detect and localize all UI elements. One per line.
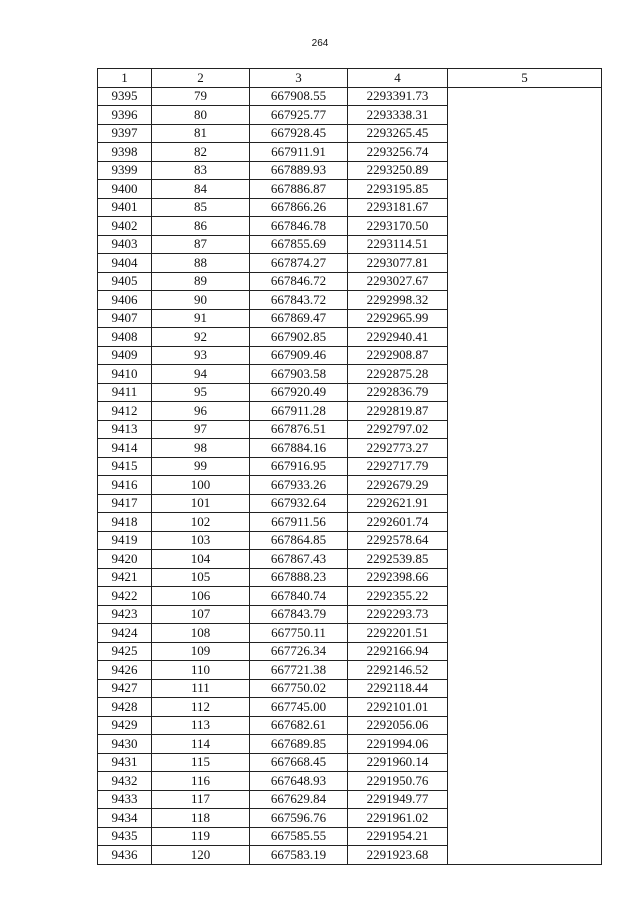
- cell-y-coordinate: 2293265.45: [348, 124, 448, 143]
- cell-record-number: 9408: [98, 328, 152, 347]
- cell-record-number: 9400: [98, 180, 152, 199]
- cell-point-number: 85: [152, 198, 250, 217]
- cell-y-coordinate: 2292601.74: [348, 513, 448, 532]
- cell-point-number: 101: [152, 494, 250, 513]
- cell-y-coordinate: 2293181.67: [348, 198, 448, 217]
- cell-y-coordinate: 2293338.31: [348, 106, 448, 125]
- cell-x-coordinate: 667583.19: [250, 846, 348, 865]
- cell-record-number: 9418: [98, 513, 152, 532]
- cell-x-coordinate: 667726.34: [250, 642, 348, 661]
- cell-record-number: 9413: [98, 420, 152, 439]
- cell-point-number: 82: [152, 143, 250, 162]
- cell-point-number: 110: [152, 661, 250, 680]
- cell-y-coordinate: 2292875.28: [348, 365, 448, 384]
- cell-point-number: 106: [152, 587, 250, 606]
- table-body: [98, 87, 602, 864]
- cell-y-coordinate: 2291950.76: [348, 772, 448, 791]
- cell-point-number: 89: [152, 272, 250, 291]
- column-header-4: 4: [348, 69, 448, 88]
- cell-record-number: 9410: [98, 365, 152, 384]
- cell-y-coordinate: 2293391.73: [348, 87, 448, 106]
- cell-point-number: 86: [152, 217, 250, 236]
- cell-notes: [448, 87, 602, 864]
- cell-y-coordinate: 2292398.66: [348, 568, 448, 587]
- cell-x-coordinate: 667843.72: [250, 291, 348, 310]
- cell-x-coordinate: 667903.58: [250, 365, 348, 384]
- cell-x-coordinate: 667840.74: [250, 587, 348, 606]
- cell-record-number: 9403: [98, 235, 152, 254]
- cell-record-number: 9412: [98, 402, 152, 421]
- cell-y-coordinate: 2293027.67: [348, 272, 448, 291]
- cell-record-number: 9404: [98, 254, 152, 273]
- cell-record-number: 9433: [98, 790, 152, 809]
- cell-y-coordinate: 2292797.02: [348, 420, 448, 439]
- cell-y-coordinate: 2292166.94: [348, 642, 448, 661]
- column-header-3: 3: [250, 69, 348, 88]
- cell-point-number: 111: [152, 679, 250, 698]
- cell-x-coordinate: 667629.84: [250, 790, 348, 809]
- cell-record-number: 9417: [98, 494, 152, 513]
- cell-x-coordinate: 667682.61: [250, 716, 348, 735]
- cell-x-coordinate: 667866.26: [250, 198, 348, 217]
- cell-x-coordinate: 667889.93: [250, 161, 348, 180]
- cell-record-number: 9428: [98, 698, 152, 717]
- cell-point-number: 90: [152, 291, 250, 310]
- cell-point-number: 116: [152, 772, 250, 791]
- cell-point-number: 112: [152, 698, 250, 717]
- cell-record-number: 9396: [98, 106, 152, 125]
- cell-x-coordinate: 667689.85: [250, 735, 348, 754]
- cell-point-number: 84: [152, 180, 250, 199]
- cell-y-coordinate: 2291961.02: [348, 809, 448, 828]
- cell-point-number: 93: [152, 346, 250, 365]
- cell-point-number: 117: [152, 790, 250, 809]
- cell-y-coordinate: 2293256.74: [348, 143, 448, 162]
- column-header-2: 2: [152, 69, 250, 88]
- cell-record-number: 9430: [98, 735, 152, 754]
- cell-y-coordinate: 2292056.06: [348, 716, 448, 735]
- cell-record-number: 9402: [98, 217, 152, 236]
- cell-y-coordinate: 2292940.41: [348, 328, 448, 347]
- cell-x-coordinate: 667745.00: [250, 698, 348, 717]
- cell-point-number: 108: [152, 624, 250, 643]
- cell-point-number: 94: [152, 365, 250, 384]
- cell-point-number: 98: [152, 439, 250, 458]
- cell-y-coordinate: 2292621.91: [348, 494, 448, 513]
- cell-y-coordinate: 2292717.79: [348, 457, 448, 476]
- cell-y-coordinate: 2292539.85: [348, 550, 448, 569]
- cell-x-coordinate: 667648.93: [250, 772, 348, 791]
- header-row: [98, 69, 602, 88]
- cell-y-coordinate: 2292773.27: [348, 439, 448, 458]
- cell-point-number: 102: [152, 513, 250, 532]
- column-header-5: 5: [448, 69, 602, 88]
- cell-point-number: 83: [152, 161, 250, 180]
- cell-y-coordinate: 2292998.32: [348, 291, 448, 310]
- column-header-1: 1: [98, 69, 152, 88]
- cell-y-coordinate: 2292293.73: [348, 605, 448, 624]
- cell-y-coordinate: 2293077.81: [348, 254, 448, 273]
- cell-point-number: 100: [152, 476, 250, 495]
- cell-x-coordinate: 667911.91: [250, 143, 348, 162]
- cell-y-coordinate: 2292819.87: [348, 402, 448, 421]
- cell-point-number: 104: [152, 550, 250, 569]
- cell-record-number: 9422: [98, 587, 152, 606]
- cell-x-coordinate: 667886.87: [250, 180, 348, 199]
- cell-y-coordinate: 2292101.01: [348, 698, 448, 717]
- cell-record-number: 9427: [98, 679, 152, 698]
- cell-x-coordinate: 667843.79: [250, 605, 348, 624]
- cell-y-coordinate: 2292908.87: [348, 346, 448, 365]
- cell-point-number: 119: [152, 827, 250, 846]
- cell-point-number: 114: [152, 735, 250, 754]
- cell-y-coordinate: 2293195.85: [348, 180, 448, 199]
- cell-x-coordinate: 667911.56: [250, 513, 348, 532]
- cell-x-coordinate: 667855.69: [250, 235, 348, 254]
- cell-point-number: 91: [152, 309, 250, 328]
- cell-x-coordinate: 667933.26: [250, 476, 348, 495]
- cell-record-number: 9435: [98, 827, 152, 846]
- cell-record-number: 9414: [98, 439, 152, 458]
- cell-y-coordinate: 2293114.51: [348, 235, 448, 254]
- cell-x-coordinate: 667888.23: [250, 568, 348, 587]
- cell-record-number: 9431: [98, 753, 152, 772]
- cell-record-number: 9416: [98, 476, 152, 495]
- table-row: [98, 87, 602, 106]
- cell-x-coordinate: 667750.02: [250, 679, 348, 698]
- cell-point-number: 95: [152, 383, 250, 402]
- cell-record-number: 9399: [98, 161, 152, 180]
- cell-x-coordinate: 667932.64: [250, 494, 348, 513]
- cell-record-number: 9395: [98, 87, 152, 106]
- cell-x-coordinate: 667920.49: [250, 383, 348, 402]
- cell-y-coordinate: 2292836.79: [348, 383, 448, 402]
- cell-y-coordinate: 2292965.99: [348, 309, 448, 328]
- cell-record-number: 9397: [98, 124, 152, 143]
- cell-record-number: 9405: [98, 272, 152, 291]
- cell-y-coordinate: 2292355.22: [348, 587, 448, 606]
- cell-point-number: 87: [152, 235, 250, 254]
- cell-x-coordinate: 667846.72: [250, 272, 348, 291]
- cell-x-coordinate: 667916.95: [250, 457, 348, 476]
- cell-point-number: 81: [152, 124, 250, 143]
- cell-record-number: 9401: [98, 198, 152, 217]
- page-number: 264: [311, 38, 329, 49]
- cell-record-number: 9407: [98, 309, 152, 328]
- cell-y-coordinate: 2291949.77: [348, 790, 448, 809]
- cell-x-coordinate: 667846.78: [250, 217, 348, 236]
- cell-x-coordinate: 667668.45: [250, 753, 348, 772]
- cell-record-number: 9421: [98, 568, 152, 587]
- cell-point-number: 92: [152, 328, 250, 347]
- cell-x-coordinate: 667869.47: [250, 309, 348, 328]
- cell-x-coordinate: 667864.85: [250, 531, 348, 550]
- cell-x-coordinate: 667884.16: [250, 439, 348, 458]
- cell-record-number: 9415: [98, 457, 152, 476]
- cell-point-number: 79: [152, 87, 250, 106]
- cell-point-number: 115: [152, 753, 250, 772]
- cell-record-number: 9432: [98, 772, 152, 791]
- cell-point-number: 118: [152, 809, 250, 828]
- cell-y-coordinate: 2292146.52: [348, 661, 448, 680]
- cell-point-number: 113: [152, 716, 250, 735]
- cell-record-number: 9419: [98, 531, 152, 550]
- cell-record-number: 9436: [98, 846, 152, 865]
- cell-record-number: 9423: [98, 605, 152, 624]
- cell-x-coordinate: 667876.51: [250, 420, 348, 439]
- cell-point-number: 99: [152, 457, 250, 476]
- cell-record-number: 9420: [98, 550, 152, 569]
- cell-y-coordinate: 2292201.51: [348, 624, 448, 643]
- cell-y-coordinate: 2291994.06: [348, 735, 448, 754]
- cell-record-number: 9426: [98, 661, 152, 680]
- cell-x-coordinate: 667911.28: [250, 402, 348, 421]
- cell-y-coordinate: 2291954.21: [348, 827, 448, 846]
- coordinates-table: [97, 68, 602, 865]
- cell-point-number: 96: [152, 402, 250, 421]
- cell-x-coordinate: 667928.45: [250, 124, 348, 143]
- cell-record-number: 9434: [98, 809, 152, 828]
- table-header: [98, 69, 602, 88]
- cell-point-number: 105: [152, 568, 250, 587]
- cell-x-coordinate: 667750.11: [250, 624, 348, 643]
- cell-x-coordinate: 667721.38: [250, 661, 348, 680]
- cell-x-coordinate: 667925.77: [250, 106, 348, 125]
- cell-y-coordinate: 2291960.14: [348, 753, 448, 772]
- cell-record-number: 9406: [98, 291, 152, 310]
- cell-point-number: 107: [152, 605, 250, 624]
- cell-x-coordinate: 667585.55: [250, 827, 348, 846]
- cell-y-coordinate: 2292578.64: [348, 531, 448, 550]
- cell-record-number: 9398: [98, 143, 152, 162]
- cell-y-coordinate: 2291923.68: [348, 846, 448, 865]
- cell-record-number: 9424: [98, 624, 152, 643]
- cell-record-number: 9409: [98, 346, 152, 365]
- cell-x-coordinate: 667909.46: [250, 346, 348, 365]
- cell-x-coordinate: 667596.76: [250, 809, 348, 828]
- cell-record-number: 9411: [98, 383, 152, 402]
- cell-y-coordinate: 2292118.44: [348, 679, 448, 698]
- cell-y-coordinate: 2293170.50: [348, 217, 448, 236]
- cell-x-coordinate: 667908.55: [250, 87, 348, 106]
- cell-x-coordinate: 667867.43: [250, 550, 348, 569]
- cell-y-coordinate: 2293250.89: [348, 161, 448, 180]
- cell-x-coordinate: 667874.27: [250, 254, 348, 273]
- cell-point-number: 109: [152, 642, 250, 661]
- cell-point-number: 120: [152, 846, 250, 865]
- cell-x-coordinate: 667902.85: [250, 328, 348, 347]
- cell-point-number: 97: [152, 420, 250, 439]
- cell-y-coordinate: 2292679.29: [348, 476, 448, 495]
- cell-point-number: 103: [152, 531, 250, 550]
- cell-record-number: 9425: [98, 642, 152, 661]
- cell-point-number: 88: [152, 254, 250, 273]
- cell-point-number: 80: [152, 106, 250, 125]
- cell-record-number: 9429: [98, 716, 152, 735]
